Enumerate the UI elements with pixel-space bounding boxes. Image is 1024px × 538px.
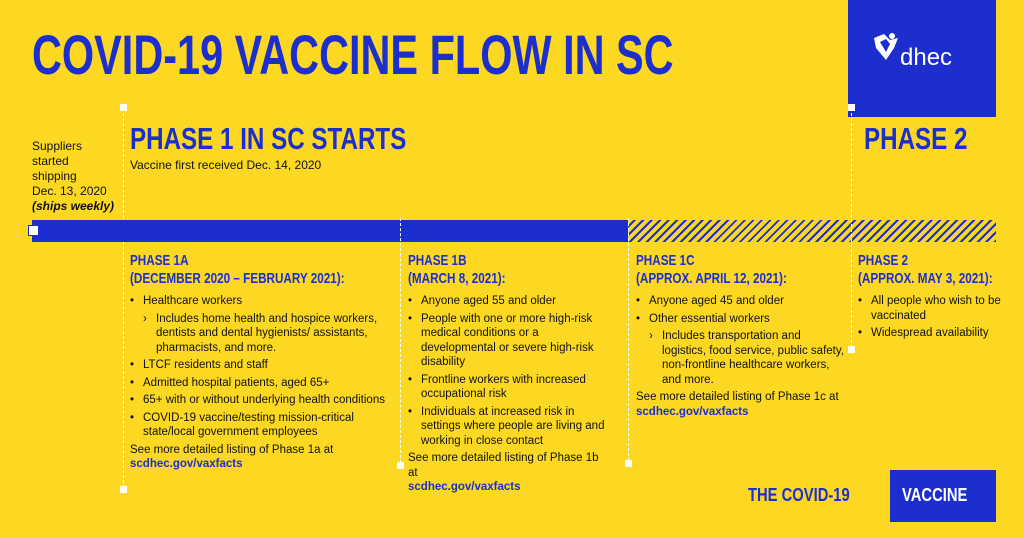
list-item: • Anyone aged 55 and older <box>408 294 608 309</box>
list-item: • COVID-19 vaccine/testing mission-critical state/local government employees <box>130 411 392 440</box>
phase-1c-column <box>636 252 846 419</box>
divider-line <box>628 218 630 461</box>
phase-2-title: PHASE 2 <box>858 252 909 269</box>
phase-1c-dates: (APPROX. APRIL 12, 2021): <box>636 270 787 287</box>
phase1-title: PHASE 1 IN SC STARTS <box>130 121 407 156</box>
timeline-node <box>848 104 855 111</box>
phase-1a-dates: (DECEMBER 2020 – FEBRUARY 2021): <box>130 270 345 287</box>
list-item: • All people who wish to be vaccinated <box>858 294 1008 323</box>
divider-line <box>123 242 125 488</box>
phase-1b-list <box>408 294 608 448</box>
list-item: • Anyone aged 45 and older <box>636 294 846 309</box>
suppliers-ships-weekly: (ships weekly) <box>32 199 115 213</box>
vaxfacts-link[interactable]: scdhec.gov/vaxfacts <box>408 481 521 493</box>
timeline-node <box>120 104 127 111</box>
list-subitem: › Includes transportation and logistics, food service, public safety, non-frontline healthcare workers, and more. <box>636 329 846 387</box>
vaccine-badge-label: VACCINE <box>902 485 968 505</box>
dhec-logo[interactable] <box>848 0 996 117</box>
phase-2-list <box>858 294 1008 341</box>
more-info-text: See more detailed listing of Phase 1c at <box>636 391 839 403</box>
list-item: • Frontline workers with increased occupational risk <box>408 373 608 402</box>
timeline-bar <box>32 220 628 242</box>
phase-1b-dates: (MARCH 8, 2021): <box>408 270 506 287</box>
phase-1b-column <box>408 252 608 495</box>
list-item: • LTCF residents and staff <box>130 358 392 373</box>
timeline-node <box>397 462 404 469</box>
phase-2-dates: (APPROX. MAY 3, 2021): <box>858 270 993 287</box>
phase-1c-list <box>636 294 846 387</box>
timeline-node <box>625 460 632 467</box>
timeline-node <box>120 486 127 493</box>
vaxfacts-link[interactable]: scdhec.gov/vaxfacts <box>636 405 749 418</box>
list-item: • Healthcare workers <box>130 294 392 309</box>
divider-line <box>400 218 402 463</box>
phase-1a-title: PHASE 1A <box>130 252 189 269</box>
list-item: • Other essential workers <box>636 312 846 327</box>
more-info-text: See more detailed listing of Phase 1b at <box>408 452 599 479</box>
list-item: • Individuals at increased risk in settings where people are living and working in close contact <box>408 405 608 449</box>
suppliers-line: started <box>32 154 69 168</box>
list-item: • Admitted hospital patients, aged 65+ <box>130 376 392 391</box>
dhec-logo-icon <box>870 30 902 64</box>
list-item: • Widespread availability <box>858 326 1008 341</box>
phase-1c-title: PHASE 1C <box>636 252 695 269</box>
more-info-text: See more detailed listing of Phase 1a at <box>130 443 334 456</box>
timeline-node <box>848 346 855 353</box>
phase-1a-column <box>130 252 392 472</box>
timeline-start-marker <box>28 225 39 236</box>
list-item: • People with one or more high-risk medical conditions or a developmental or severe high-risk disability <box>408 312 608 370</box>
suppliers-note <box>32 139 117 214</box>
divider-line <box>123 108 125 218</box>
divider-line <box>851 108 853 348</box>
phase2-title: PHASE 2 <box>864 121 968 156</box>
phase-1a-list <box>130 294 392 440</box>
suppliers-line: Suppliers <box>32 139 83 153</box>
logo-text: dhec <box>900 44 953 71</box>
page-title: COVID-19 VACCINE FLOW IN SC <box>32 23 674 86</box>
suppliers-line: Dec. 13, 2020 <box>32 184 107 198</box>
vaxfacts-link[interactable]: scdhec.gov/vaxfacts <box>130 458 243 470</box>
timeline-bar-future <box>628 220 996 242</box>
list-subitem: › Includes home health and hospice workers, dentists and dental hygienists/ assistants, pharmacists, and more. <box>130 312 392 356</box>
vaccine-badge <box>890 470 996 522</box>
suppliers-line: shipping <box>32 169 77 183</box>
phase-2-column <box>858 252 1008 344</box>
list-item: • 65+ with or without underlying health conditions <box>130 393 392 408</box>
phase1-subtitle: Vaccine first received Dec. 14, 2020 <box>130 158 322 172</box>
phase-1b-title: PHASE 1B <box>408 252 467 269</box>
footer-text: THE COVID-19 <box>748 485 850 505</box>
